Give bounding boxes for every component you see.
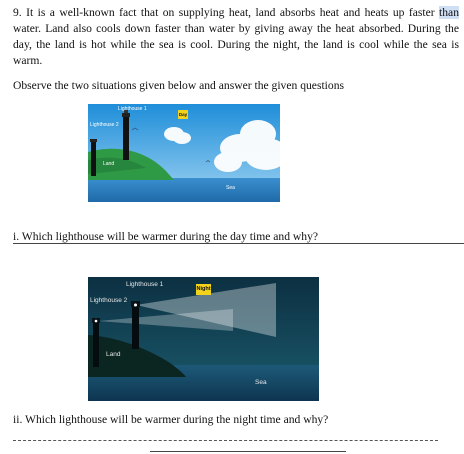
question-text-end: water. Land also cools down faster than water by giving away the heat absorbed. During the day, the land is hot while the sea is cool. During the night, the land is cool while the sea is warm. (13, 22, 459, 67)
day-scene-image (88, 104, 280, 202)
question-1: i. Which lighthouse will be warmer during the day time and why? (13, 230, 319, 243)
question-2: ii. Which lighthouse will be warmer during the night time and why? (13, 413, 329, 426)
day-lighthouse-1-label: Lighthouse 1 (118, 106, 147, 112)
day-lighthouse-1 (122, 110, 130, 160)
question-text-start: 9. It is a well-known fact that on supplying heat, land absorbs heat and heats up faster (13, 6, 435, 19)
night-sea-label: Sea (255, 379, 267, 386)
night-lighthouse-2-label: Lighthouse 2 (90, 297, 128, 304)
answer-line-2[interactable] (13, 440, 438, 441)
answer-line-1[interactable] (13, 243, 464, 244)
night-land-label: Land (106, 351, 121, 358)
night-lighthouse-1-label: Lighthouse 1 (126, 281, 164, 288)
night-scene-illustration (88, 277, 319, 401)
night-badge: Night (196, 284, 211, 295)
highlighted-word: than (439, 6, 459, 19)
night-scene-image (88, 277, 319, 401)
day-land-label: Land (103, 161, 115, 167)
instruction-text: Observe the two situations given below and answer the given questions (13, 79, 344, 92)
question-paragraph (13, 5, 459, 69)
day-sea-label: Sea (226, 185, 235, 191)
answer-line-3[interactable] (150, 451, 346, 452)
night-lighthouse-2 (92, 318, 100, 367)
day-badge: Day (178, 112, 188, 117)
night-lighthouse-1 (131, 301, 140, 349)
day-sea (88, 178, 280, 202)
day-lighthouse-2-label: Lighthouse 2 (90, 122, 119, 128)
day-lighthouse-2 (90, 139, 97, 176)
